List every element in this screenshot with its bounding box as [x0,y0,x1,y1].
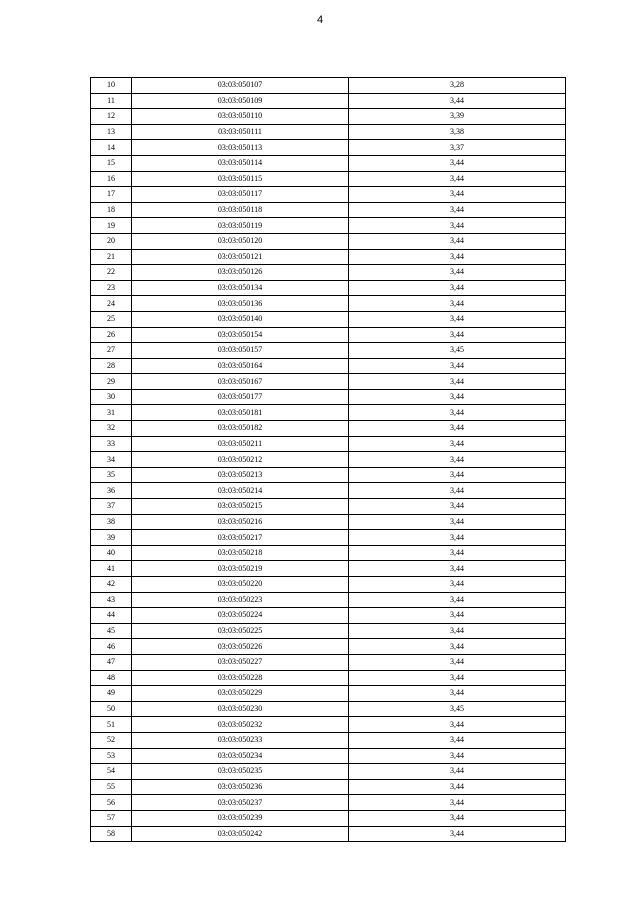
cadastral-number-cell: 03:03:050136 [132,296,349,312]
cadastral-number-cell: 03:03:050215 [132,499,349,515]
table-row [91,654,566,670]
row-number-cell: 37 [91,499,132,515]
row-number-cell: 43 [91,592,132,608]
cadastral-number-cell: 03:03:050110 [132,109,349,125]
table-row [91,140,566,156]
value-cell: 3,38 [349,124,566,140]
row-number-cell: 45 [91,623,132,639]
value-cell: 3,44 [349,561,566,577]
row-number-cell: 53 [91,748,132,764]
table-row [91,296,566,312]
table-row [91,483,566,499]
cadastral-number-cell: 03:03:050220 [132,577,349,593]
cadastral-number-cell: 03:03:050239 [132,810,349,826]
cadastral-number-cell: 03:03:050227 [132,654,349,670]
table-row [91,452,566,468]
cadastral-number-cell: 03:03:050235 [132,764,349,780]
row-number-cell: 20 [91,233,132,249]
row-number-cell: 54 [91,764,132,780]
row-number-cell: 13 [91,124,132,140]
cadastral-number-cell: 03:03:050126 [132,265,349,281]
value-cell: 3,44 [349,93,566,109]
cadastral-number-cell: 03:03:050211 [132,436,349,452]
cadastral-number-cell: 03:03:050134 [132,280,349,296]
value-cell: 3,44 [349,327,566,343]
row-number-cell: 16 [91,171,132,187]
value-cell: 3,44 [349,155,566,171]
value-cell: 3,44 [349,530,566,546]
row-number-cell: 27 [91,343,132,359]
table-row [91,530,566,546]
row-number-cell: 33 [91,436,132,452]
page-number: 4 [316,14,324,26]
cadastral-number-cell: 03:03:050224 [132,608,349,624]
row-number-cell: 35 [91,467,132,483]
table-row [91,343,566,359]
cadastral-number-cell: 03:03:050217 [132,530,349,546]
table-row [91,748,566,764]
value-cell: 3,44 [349,436,566,452]
value-cell: 3,44 [349,826,566,842]
row-number-cell: 25 [91,311,132,327]
table-row [91,514,566,530]
cadastral-number-cell: 03:03:050120 [132,233,349,249]
row-number-cell: 31 [91,405,132,421]
table-row [91,202,566,218]
value-cell: 3,44 [349,686,566,702]
cadastral-number-cell: 03:03:050119 [132,218,349,234]
table-row [91,810,566,826]
table-row [91,155,566,171]
row-number-cell: 36 [91,483,132,499]
value-cell: 3,44 [349,514,566,530]
row-number-cell: 26 [91,327,132,343]
table-row [91,561,566,577]
cadastral-number-cell: 03:03:050212 [132,452,349,468]
value-cell: 3,44 [349,810,566,826]
row-number-cell: 41 [91,561,132,577]
cadastral-number-cell: 03:03:050226 [132,639,349,655]
value-cell: 3,44 [349,202,566,218]
cadastral-number-cell: 03:03:050118 [132,202,349,218]
cadastral-number-cell: 03:03:050117 [132,187,349,203]
value-cell: 3,44 [349,499,566,515]
table-row [91,124,566,140]
cadastral-number-cell: 03:03:050232 [132,717,349,733]
row-number-cell: 12 [91,109,132,125]
row-number-cell: 57 [91,810,132,826]
table-row [91,545,566,561]
value-cell: 3,44 [349,467,566,483]
value-cell: 3,37 [349,140,566,156]
row-number-cell: 46 [91,639,132,655]
value-cell: 3,45 [349,343,566,359]
cadastral-number-cell: 03:03:050225 [132,623,349,639]
row-number-cell: 50 [91,701,132,717]
cadastral-number-cell: 03:03:050216 [132,514,349,530]
row-number-cell: 55 [91,779,132,795]
cadastral-number-cell: 03:03:050234 [132,748,349,764]
row-number-cell: 14 [91,140,132,156]
table-row [91,592,566,608]
value-cell: 3,44 [349,233,566,249]
value-cell: 3,44 [349,779,566,795]
table-row [91,233,566,249]
table-row [91,732,566,748]
value-cell: 3,44 [349,296,566,312]
table-row [91,265,566,281]
row-number-cell: 22 [91,265,132,281]
cadastral-number-cell: 03:03:050214 [132,483,349,499]
value-cell: 3,44 [349,311,566,327]
table-row [91,171,566,187]
value-cell: 3,44 [349,577,566,593]
table-row [91,639,566,655]
value-cell: 3,44 [349,764,566,780]
value-cell: 3,44 [349,389,566,405]
table-row [91,623,566,639]
table-row [91,218,566,234]
row-number-cell: 19 [91,218,132,234]
cadastral-number-cell: 03:03:050230 [132,701,349,717]
row-number-cell: 11 [91,93,132,109]
table-row [91,249,566,265]
value-cell: 3,45 [349,701,566,717]
table-row [91,436,566,452]
value-cell: 3,44 [349,717,566,733]
row-number-cell: 10 [91,78,132,94]
table-row [91,686,566,702]
value-cell: 3,44 [349,421,566,437]
cadastral-number-cell: 03:03:050111 [132,124,349,140]
data-table [90,77,566,842]
value-cell: 3,44 [349,748,566,764]
table-row [91,717,566,733]
row-number-cell: 39 [91,530,132,546]
cadastral-number-cell: 03:03:050237 [132,795,349,811]
table-row [91,389,566,405]
table-row [91,421,566,437]
table-body [91,78,566,842]
table-row [91,826,566,842]
value-cell: 3,44 [349,623,566,639]
value-cell: 3,44 [349,358,566,374]
value-cell: 3,44 [349,795,566,811]
cadastral-number-cell: 03:03:050229 [132,686,349,702]
table-row [91,577,566,593]
cadastral-number-cell: 03:03:050167 [132,374,349,390]
value-cell: 3,44 [349,639,566,655]
cadastral-number-cell: 03:03:050219 [132,561,349,577]
row-number-cell: 47 [91,654,132,670]
value-cell: 3,44 [349,171,566,187]
row-number-cell: 58 [91,826,132,842]
cadastral-number-cell: 03:03:050121 [132,249,349,265]
cadastral-number-cell: 03:03:050213 [132,467,349,483]
table-row [91,93,566,109]
row-number-cell: 38 [91,514,132,530]
value-cell: 3,44 [349,374,566,390]
row-number-cell: 23 [91,280,132,296]
cadastral-number-cell: 03:03:050140 [132,311,349,327]
table-row [91,187,566,203]
cadastral-number-cell: 03:03:050164 [132,358,349,374]
cadastral-number-cell: 03:03:050228 [132,670,349,686]
value-cell: 3,44 [349,265,566,281]
table-row [91,374,566,390]
value-cell: 3,39 [349,109,566,125]
table-row [91,795,566,811]
row-number-cell: 28 [91,358,132,374]
table-row [91,327,566,343]
cadastral-number-cell: 03:03:050218 [132,545,349,561]
table-row [91,358,566,374]
row-number-cell: 29 [91,374,132,390]
value-cell: 3,44 [349,732,566,748]
table-row [91,701,566,717]
cadastral-number-cell: 03:03:050115 [132,171,349,187]
row-number-cell: 34 [91,452,132,468]
row-number-cell: 42 [91,577,132,593]
value-cell: 3,44 [349,249,566,265]
row-number-cell: 30 [91,389,132,405]
row-number-cell: 32 [91,421,132,437]
cadastral-number-cell: 03:03:050154 [132,327,349,343]
cadastral-number-cell: 03:03:050242 [132,826,349,842]
cadastral-number-cell: 03:03:050181 [132,405,349,421]
row-number-cell: 18 [91,202,132,218]
row-number-cell: 15 [91,155,132,171]
table-row [91,405,566,421]
value-cell: 3,44 [349,670,566,686]
row-number-cell: 51 [91,717,132,733]
cadastral-number-cell: 03:03:050236 [132,779,349,795]
cadastral-number-cell: 03:03:050113 [132,140,349,156]
row-number-cell: 49 [91,686,132,702]
row-number-cell: 48 [91,670,132,686]
table-row [91,608,566,624]
table-row [91,499,566,515]
value-cell: 3,44 [349,483,566,499]
cadastral-number-cell: 03:03:050177 [132,389,349,405]
table-row [91,280,566,296]
table-row [91,78,566,94]
value-cell: 3,44 [349,452,566,468]
value-cell: 3,44 [349,218,566,234]
value-cell: 3,28 [349,78,566,94]
cadastral-number-cell: 03:03:050223 [132,592,349,608]
value-cell: 3,44 [349,545,566,561]
value-cell: 3,44 [349,654,566,670]
row-number-cell: 21 [91,249,132,265]
cadastral-number-cell: 03:03:050109 [132,93,349,109]
value-cell: 3,44 [349,592,566,608]
table-row [91,467,566,483]
row-number-cell: 24 [91,296,132,312]
table-row [91,764,566,780]
cadastral-number-cell: 03:03:050233 [132,732,349,748]
cadastral-number-cell: 03:03:050182 [132,421,349,437]
cadastral-number-cell: 03:03:050107 [132,78,349,94]
row-number-cell: 40 [91,545,132,561]
value-cell: 3,44 [349,405,566,421]
row-number-cell: 17 [91,187,132,203]
value-cell: 3,44 [349,187,566,203]
table-row [91,670,566,686]
row-number-cell: 56 [91,795,132,811]
cadastral-number-cell: 03:03:050157 [132,343,349,359]
row-number-cell: 52 [91,732,132,748]
table-row [91,109,566,125]
table-row [91,779,566,795]
cadastral-number-cell: 03:03:050114 [132,155,349,171]
row-number-cell: 44 [91,608,132,624]
value-cell: 3,44 [349,280,566,296]
value-cell: 3,44 [349,608,566,624]
table-row [91,311,566,327]
